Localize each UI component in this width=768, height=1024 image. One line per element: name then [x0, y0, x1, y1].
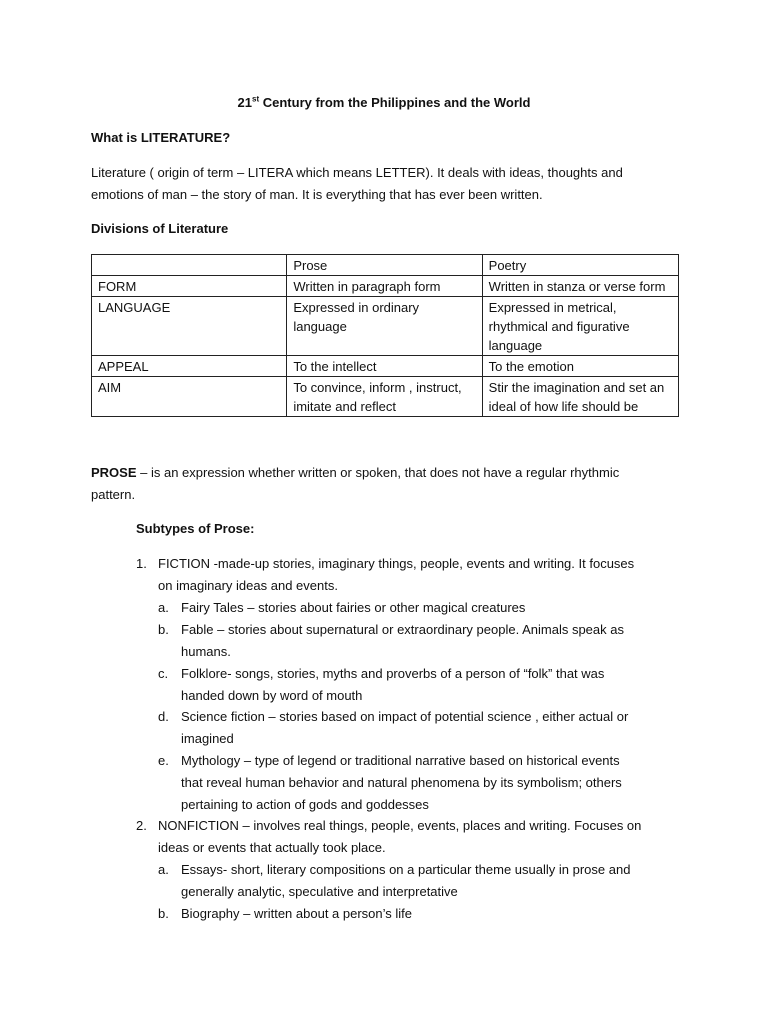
sub-item-line: that reveal human behavior and natural phenomena by its symbolism; others	[181, 775, 622, 790]
prose-cell: Expressed in ordinary language	[287, 297, 482, 356]
prose-cell: To convince, inform , instruct, imitate and reflect	[287, 377, 482, 417]
title-rest: Century from the Philippines and the World	[259, 95, 531, 110]
page-title	[0, 92, 768, 114]
poetry-cell: Written in stanza or verse form	[482, 276, 678, 297]
row-label: FORM	[92, 276, 287, 297]
prose-definition-line-1	[91, 462, 691, 484]
divisions-heading: Divisions of Literature	[91, 221, 229, 236]
poetry-cell: Stir the imagination and set an ideal of how life should be	[482, 377, 678, 417]
sub-letter: b.	[158, 622, 169, 637]
list-number: 2.	[136, 818, 147, 833]
definition-line-2: emotions of man – the story of man. It is everything that has ever been written.	[91, 187, 543, 202]
what-is-literature-heading: What is LITERATURE?	[91, 130, 231, 145]
sub-item-line: Fairy Tales – stories about fairies or other magical creatures	[181, 600, 526, 615]
subtypes-heading: Subtypes of Prose:	[136, 521, 255, 536]
table-row	[92, 356, 679, 377]
list-item-line: FICTION -made-up stories, imaginary things, people, events and writing. It focuses	[158, 556, 635, 571]
sub-letter: a.	[158, 862, 169, 877]
sub-letter: b.	[158, 906, 169, 921]
prose-cell: To the intellect	[287, 356, 482, 377]
table-row	[92, 377, 679, 417]
definition-line-1: Literature ( origin of term – LITERA which means LETTER). It deals with ideas, thoughts and	[91, 165, 623, 180]
sub-item-line: Essays- short, literary compositions on a particular theme usually in prose and	[181, 862, 631, 877]
divisions-table	[91, 254, 679, 417]
sub-letter: c.	[158, 666, 169, 681]
table-header-cell: Poetry	[482, 255, 678, 276]
prose-definition-text: – is an expression whether written or spoken, that does not have a regular rhythmic	[136, 465, 620, 480]
sub-letter: d.	[158, 709, 169, 724]
list-item-line: ideas or events that actually took place.	[158, 840, 386, 855]
sub-item-line: Mythology – type of legend or traditional narrative based on historical events	[181, 753, 620, 768]
table-row	[92, 297, 679, 356]
table-header-cell	[92, 255, 287, 276]
prose-term: PROSE	[91, 465, 137, 480]
sub-item-line: handed down by word of mouth	[181, 688, 363, 703]
row-label: LANGUAGE	[92, 297, 287, 356]
title-prefix: 21	[237, 95, 252, 110]
sub-item-line: Fable – stories about supernatural or extraordinary people. Animals speak as	[181, 622, 624, 637]
sub-item-line: Folklore- songs, stories, myths and proverbs of a person of “folk” that was	[181, 666, 605, 681]
sub-letter: e.	[158, 753, 169, 768]
sub-item-line: imagined	[181, 731, 234, 746]
prose-cell: Written in paragraph form	[287, 276, 482, 297]
row-label: APPEAL	[92, 356, 287, 377]
list-item-line: on imaginary ideas and events.	[158, 578, 338, 593]
sub-item-line: generally analytic, speculative and interpretative	[181, 884, 458, 899]
sub-item-line: Science fiction – stories based on impact of potential science , either actual or	[181, 709, 629, 724]
sub-item-line: pertaining to action of gods and goddesses	[181, 797, 429, 812]
poetry-cell: Expressed in metrical, rhythmical and figurative language	[482, 297, 678, 356]
sub-item-line: humans.	[181, 644, 231, 659]
row-label: AIM	[92, 377, 287, 417]
prose-definition-line-2: pattern.	[91, 487, 136, 502]
list-number: 1.	[136, 556, 147, 571]
sub-item-line: Biography – written about a person’s life	[181, 906, 413, 921]
sub-letter: a.	[158, 600, 169, 615]
table-row	[92, 276, 679, 297]
table-header-row	[92, 255, 679, 276]
list-item-line: NONFICTION – involves real things, people, events, places and writing. Focuses on	[158, 818, 642, 833]
title-superscript: st	[252, 94, 260, 104]
poetry-cell: To the emotion	[482, 356, 678, 377]
table-header-cell: Prose	[287, 255, 482, 276]
